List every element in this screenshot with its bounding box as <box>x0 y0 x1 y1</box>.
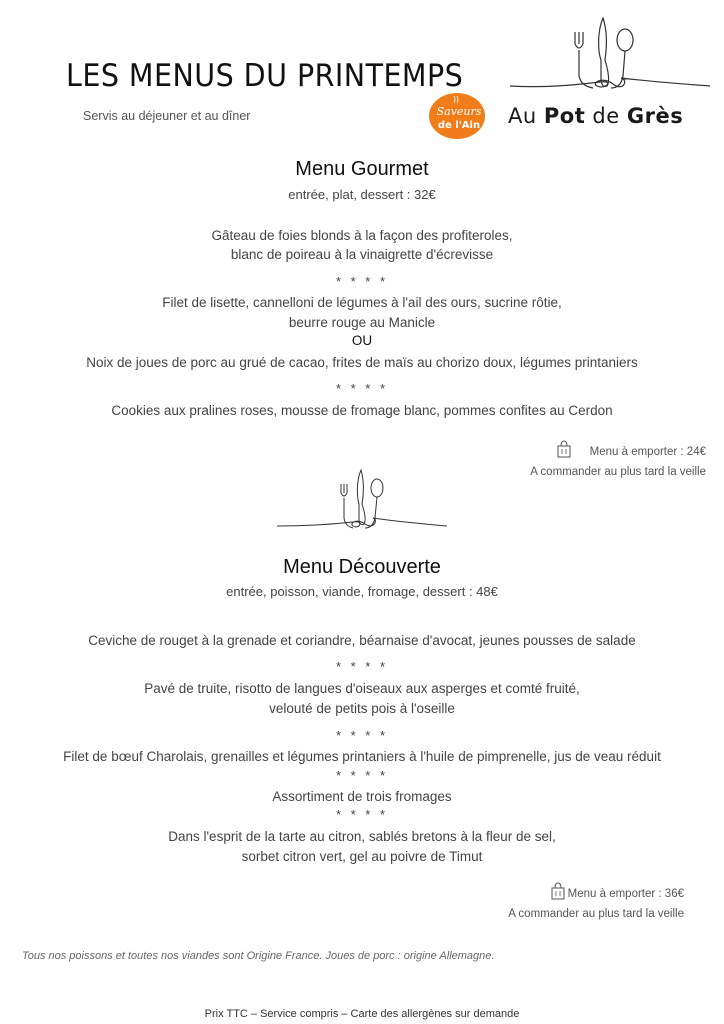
separator-stars: * * * * <box>335 274 389 289</box>
or-separator: OU <box>351 333 373 348</box>
decouverte-menu-price: entrée, poisson, viande, fromage, dessert : 48€ <box>226 584 498 599</box>
cutlery-divider <box>275 466 450 538</box>
decouverte-dessert-line2: sorbet citron vert, gel au poivre de Timut <box>241 849 483 864</box>
origin-footnote: Tous nos poissons et toutes nos viandes sont Origine France. Joues de porc : origine Allemagne. <box>22 950 495 962</box>
gourmet-menu-title: Menu Gourmet <box>295 158 429 180</box>
cutlery-icon <box>505 14 715 104</box>
separator-stars: * * * * <box>335 659 389 674</box>
gourmet-main2: Noix de joues de porc au grué de cacao, frites de maïs au chorizo doux, légumes printaniers <box>86 355 638 370</box>
gourmet-main1-line2: beurre rouge au Manicle <box>288 315 436 330</box>
page-subtitle: Servis au déjeuner et au dîner <box>83 109 251 123</box>
gourmet-main1-line1: Filet de lisette, cannelloni de légumes à l'ail des ours, sucrine rôtie, <box>162 295 562 310</box>
saveurs-de-l-ain-badge <box>428 92 486 140</box>
separator-stars: * * * * <box>335 768 389 783</box>
gourmet-starter-line2: blanc de poireau à la vinaigrette d'écrevisse <box>230 247 494 262</box>
cutlery-icon <box>275 466 450 538</box>
separator-stars: * * * * <box>335 381 389 396</box>
takeaway-bag-icon <box>550 882 566 906</box>
page-footer: Prix TTC – Service compris – Carte des allergènes sur demande <box>204 1008 520 1020</box>
takeaway-bag-icon <box>556 440 572 464</box>
decouverte-fish-line2: velouté de petits pois à l'oseille <box>269 701 455 716</box>
gourmet-dessert: Cookies aux pralines roses, mousse de fromage blanc, pommes confites au Cerdon <box>111 403 613 418</box>
separator-stars: * * * * <box>335 807 389 822</box>
decouverte-cheese: Assortiment de trois fromages <box>272 789 452 804</box>
gourmet-takeaway: Menu à emporter : 24€ A commander au plus tard la veille <box>446 440 706 481</box>
decouverte-menu-title: Menu Découverte <box>283 556 441 578</box>
gourmet-starter-line1: Gâteau de foies blonds à la façon des profiteroles, <box>211 228 513 243</box>
separator-stars: * * * * <box>335 728 389 743</box>
svg-text:Saveurs: Saveurs <box>436 105 482 118</box>
page-title: LES MENUS DU PRINTEMPS <box>66 58 464 94</box>
decouverte-takeaway: Menu à emporter : 36€ A commander au plus tard la veille <box>434 882 684 923</box>
decouverte-meat: Filet de bœuf Charolais, grenailles et légumes printaniers à l'huile de pimprenelle, jus de veau réduit <box>63 749 661 764</box>
gourmet-menu-price: entrée, plat, dessert : 32€ <box>288 187 436 202</box>
decouverte-dessert-line1: Dans l'esprit de la tarte au citron, sablés bretons à la fleur de sel, <box>168 829 556 844</box>
decouverte-fish-line1: Pavé de truite, risotto de langues d'oiseaux aux asperges et comté fruité, <box>144 681 580 696</box>
decouverte-starter: Ceviche de rouget à la grenade et coriandre, béarnaise d'avocat, jeunes pousses de salade <box>88 633 636 648</box>
restaurant-name: Au Pot de Grès <box>508 104 684 128</box>
svg-text:de l'Ain: de l'Ain <box>437 120 481 131</box>
